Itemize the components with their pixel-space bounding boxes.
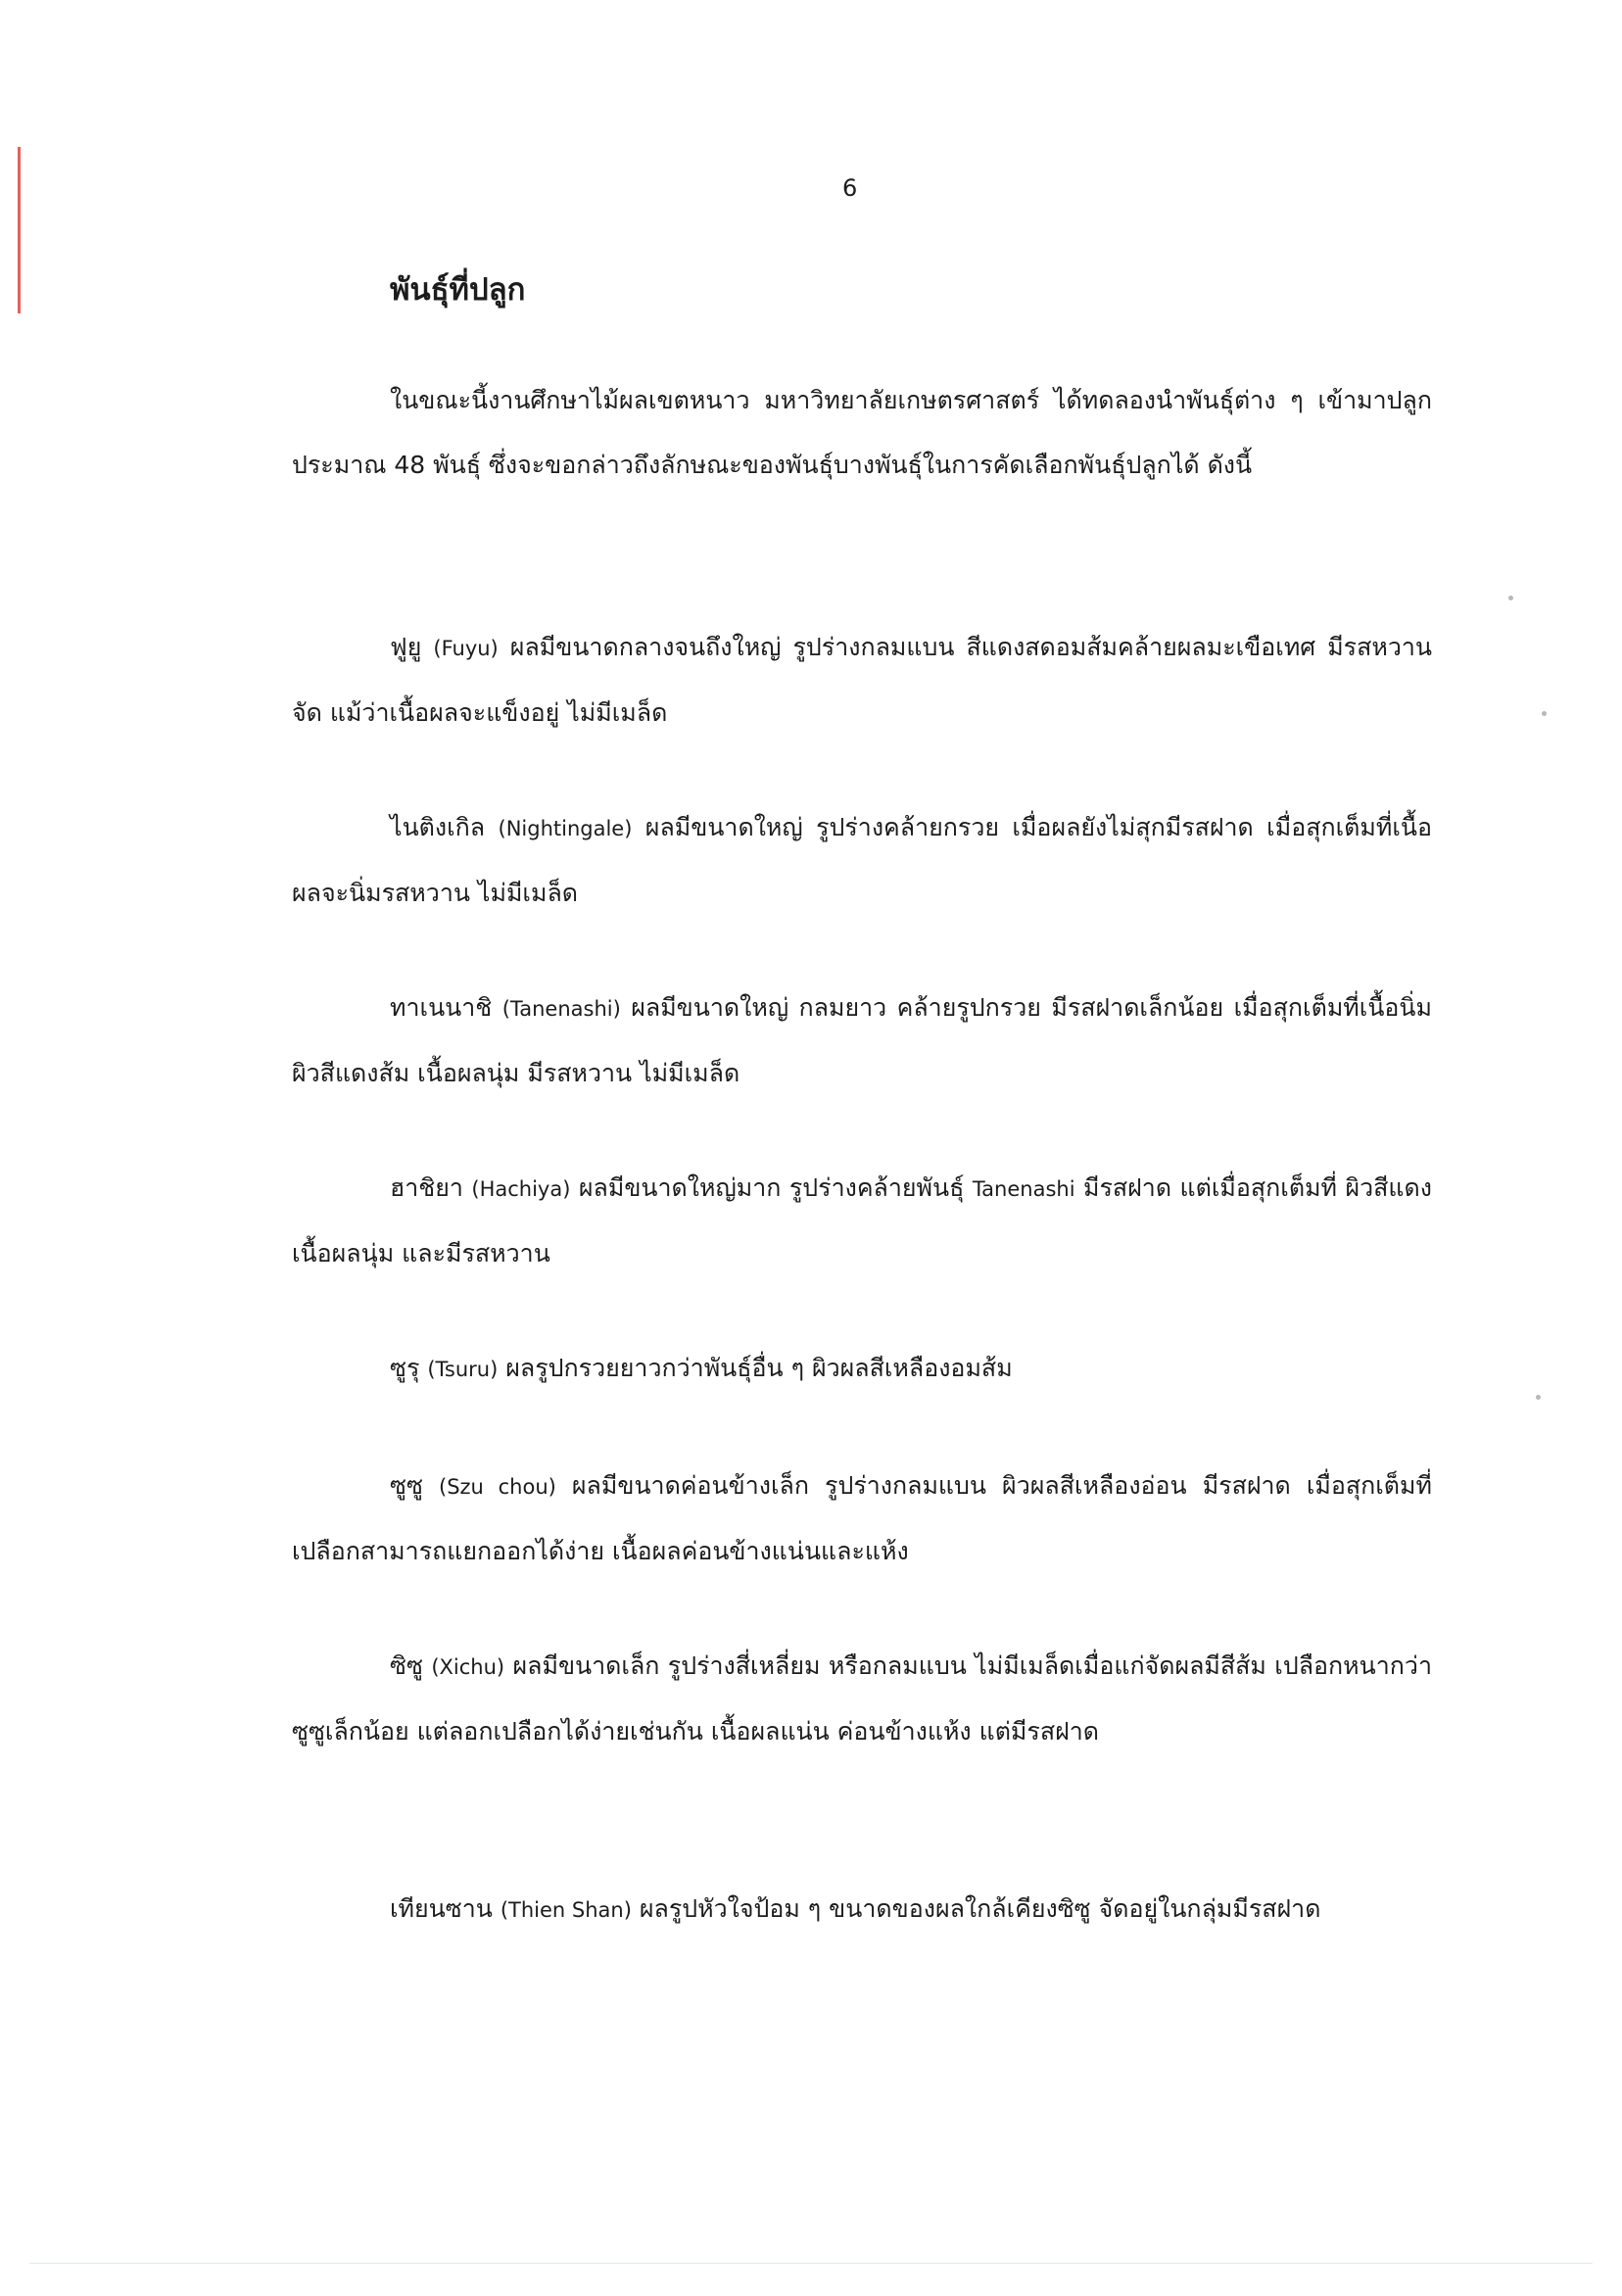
variety-tsuru [292,1336,1432,1402]
variety-description: ผลรูปหัวใจป้อม ๆ ขนาดของผลใกล้เคียงซิซู จัดอยู่ในกลุ่มมีรสฝาด [639,1894,1321,1923]
variety-nightingale [292,795,1432,926]
variety-latin-name: (Nightingale) [498,817,633,840]
variety-latin-name: (Tsuru) [427,1358,499,1381]
variety-thai-name: ฟูยู [390,633,422,661]
section-heading: พันธุ์ที่ปลูก [390,272,526,308]
variety-latin-name: (Hachiya) [471,1177,571,1201]
scan-bottom-edge [29,2263,1593,2264]
variety-description: ผลมีขนาดใหญ่ รูปร่างคล้ายกรวย เมื่อผลยังไม่สุกมีรสฝาด เมื่อสุกเต็มที่เนื้อผลจะนิ่มรสหวาน ไม่มีเมล็ด [292,813,1433,907]
variety-thien-shan [292,1877,1432,1942]
scan-speck [1508,596,1513,600]
variety-description: ผลมีขนาดใหญ่มาก รูปร่างคล้ายพันธุ์ [578,1173,965,1202]
variety-description: ผลมีขนาดค่อนข้างเล็ก รูปร่างกลมแบน ผิวผลสีเหลืองอ่อน มีรสฝาด เมื่อสุกเต็มที่เปลือกสามารถแยกออกได้ง่าย เนื้อผลค่อนข้างแน่นและแห้ง [292,1471,1432,1565]
variety-thai-name: ไนติงเกิล [390,813,486,841]
scan-speck [1536,1395,1541,1400]
variety-description: ผลมีขนาดใหญ่ กลมยาว คล้ายรูปกรวย มีรสฝาดเล็กน้อย เมื่อสุกเต็มที่เนื้อนิ่ม ผิวสีแดงส้ม เนื้อผลนุ่ม มีรสหวาน ไม่มีเมล็ด [292,993,1433,1087]
scan-edge-mark [18,147,21,313]
scan-speck [1542,711,1547,716]
variety-thai-name: ฮาชิยา [390,1173,463,1202]
variety-latin-name: (Thien Shan) [500,1898,632,1922]
variety-thai-name: ซิซู [390,1651,423,1680]
variety-latin-name: (Tanenashi) [501,997,621,1021]
variety-latin-name: (Szu chou) [439,1475,556,1499]
variety-description: ผลมีขนาดเล็ก รูปร่างสี่เหลี่ยม หรือกลมแบน ไม่มีเมล็ดเมื่อแก่จัดผลมีสีส้ม เปลือกหนากว่าซูซูเล็กน้อย แต่ลอกเปลือกได้ง่ายเช่นกัน เนื้อผลแน่น ค่อนข้างแห้ง แต่มีรสฝาด [292,1651,1432,1746]
variety-latin-name: (Xichu) [431,1655,505,1679]
variety-thai-name: ซูซู [390,1471,423,1500]
variety-reference-name: Tanenashi [972,1177,1075,1201]
variety-thai-name: ซูรุ [390,1354,420,1382]
variety-thai-name: เทียนซาน [390,1894,493,1923]
variety-xichu [292,1634,1432,1764]
variety-fuyu [292,615,1432,745]
variety-description: ผลมีขนาดกลางจนถึงใหญ่ รูปร่างกลมแบน สีแดงสดอมส้มคล้ายผลมะเขือเทศ มีรสหวานจัด แม้ว่าเนื้อผลจะแข็งอยู่ ไม่มีเมล็ด [292,633,1433,727]
variety-description: มีรสฝาด แต่เมื่อสุกเต็มที่ ผิวสีแดง เนื้อผลนุ่ม และมีรสหวาน [292,1173,1432,1268]
variety-tanenashi [292,976,1432,1106]
variety-hachiya [292,1156,1432,1286]
variety-latin-name: (Fuyu) [433,637,499,660]
variety-thai-name: ทาเนนาชิ [390,993,493,1022]
variety-szu-chou [292,1454,1432,1584]
page-number: 6 [842,174,858,202]
intro-paragraph: ในขณะนี้งานศึกษาไม้ผลเขตหนาว มหาวิทยาลัยเกษตรศาสตร์ ได้ทดลองนำพันธุ์ต่าง ๆ เข้ามาปลูกประมาณ 48 พันธุ์ ซึ่งจะขอกล่าวถึงลักษณะของพันธุ์บางพันธุ์ในการคัดเลือกพันธุ์ปลูกได้ ดังนี้ [292,386,1432,479]
variety-description: ผลรูปกรวยยาวกว่าพันธุ์อื่น ๆ ผิวผลสีเหลืองอมส้ม [505,1354,1013,1382]
